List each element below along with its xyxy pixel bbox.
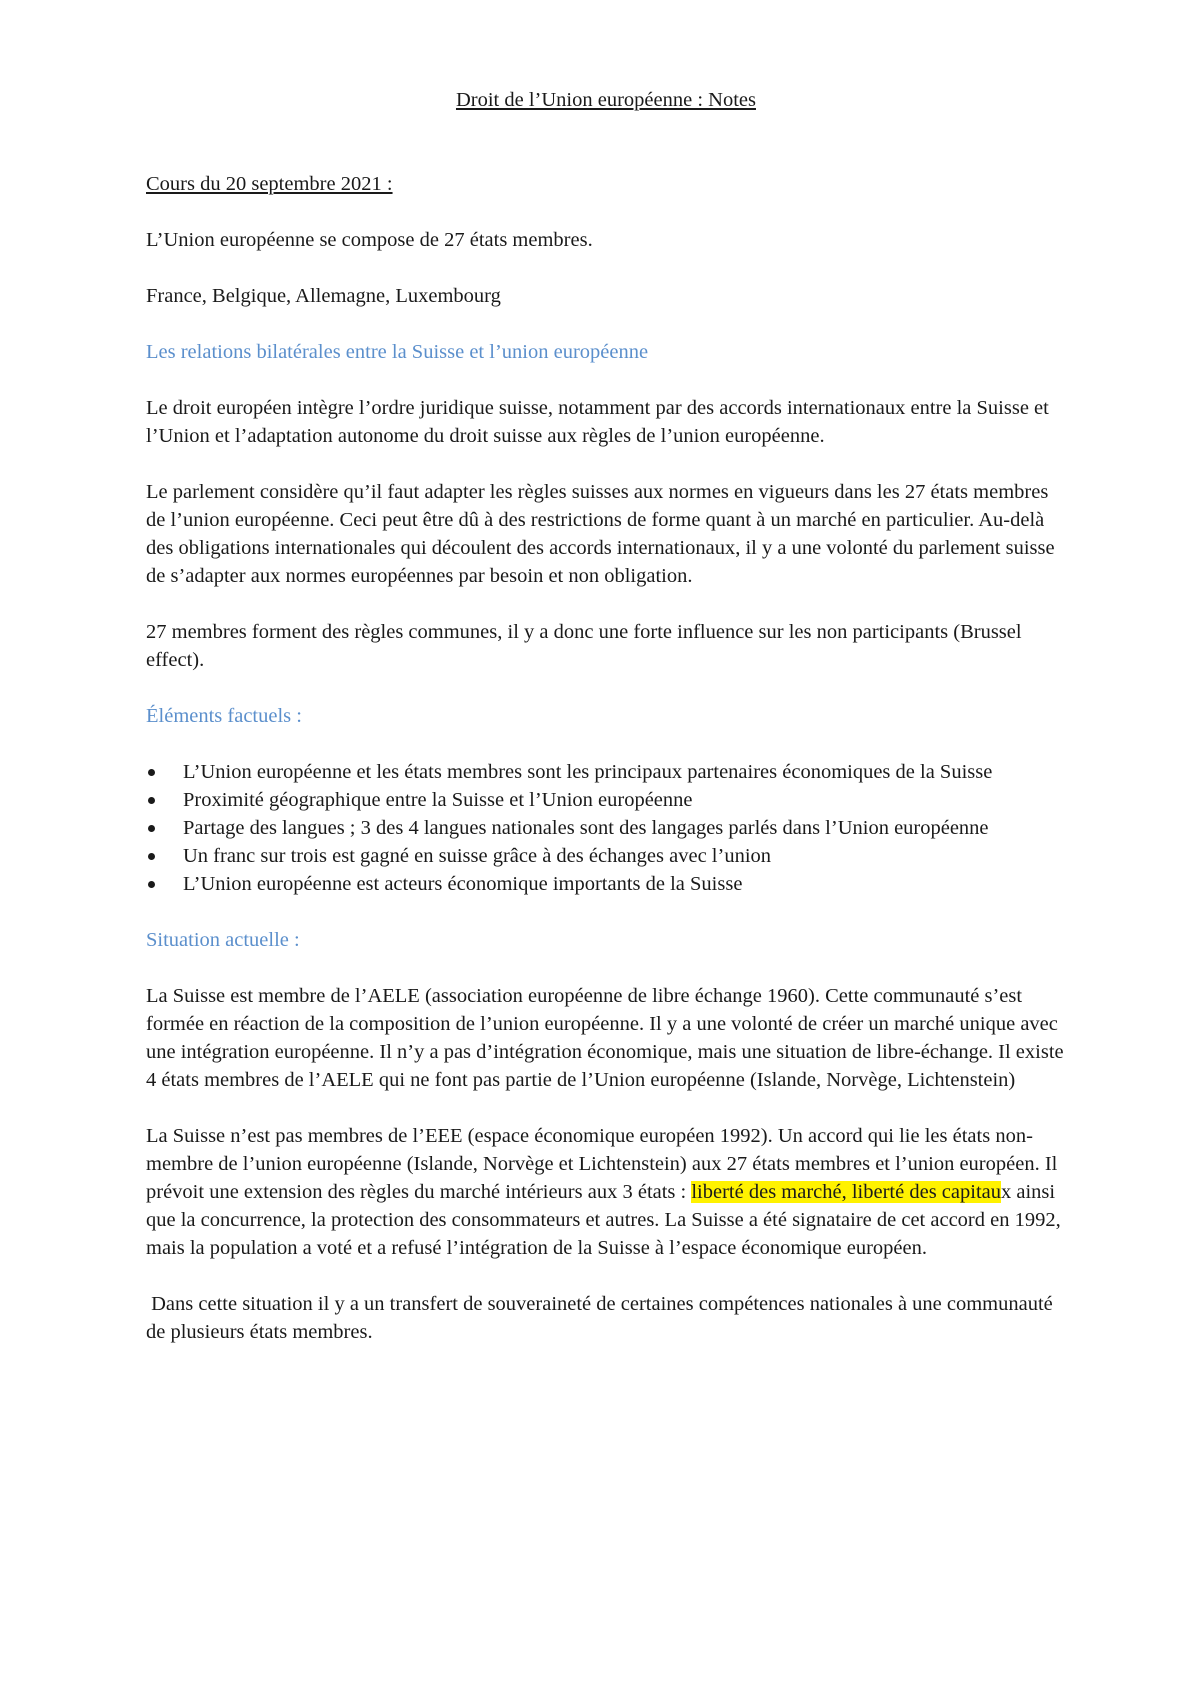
paragraph-aele: La Suisse est membre de l’AELE (association européenne de libre échange 1960). Cette communauté s’est formée en réaction de la composition de l’union européenne. Il y a une volonté de créer un marché unique avec une intégration européenne. Il n’y a pas d’intégration économique, mais une situation de libre-échange. Il existe 4 états membres de l’AELE qui ne font pas partie de l’Union européenne (Islande, Norvège, Lichtenstein) bbox=[146, 985, 1064, 1091]
paragraph-eee-end: x ainsi que la concurrence, la protection des consommateurs et autres. La Suisse a été signataire de cet accord en 1992, mais la population a voté et a refusé l’intégration de la Suisse à l’espace économique européen. bbox=[146, 1181, 1061, 1259]
list-item bbox=[146, 814, 1066, 842]
list-item-text: Partage des langues ; 3 des 4 langues nationales sont des langages parlés dans l’Union européenne bbox=[183, 817, 989, 839]
bullet-list bbox=[146, 758, 1066, 898]
paragraph-sovereignty: Dans cette situation il y a un transfert de souveraineté de certaines compétences nationales à une communauté de plusieurs états membres. bbox=[146, 1293, 1058, 1343]
bullet-icon bbox=[148, 853, 155, 860]
list-item-text: Un franc sur trois est gagné en suisse grâce à des échanges avec l’union bbox=[183, 845, 772, 867]
document-title: Droit de l’Union européenne : Notes bbox=[455, 89, 756, 111]
paragraph-eee-start: La Suisse n’est pas membres de l’EEE (espace économique européen 1992). Un accord qui lie les états non-membre de l’union européenne (Islande, Norvège et Lichtenstein) aux 27 états membres et l’union européen. Il prévoit une extension des règles du marché intérieurs aux 3 états : bbox=[146, 1125, 1058, 1203]
document-page bbox=[146, 86, 1066, 1374]
paragraph-countries: France, Belgique, Allemagne, Luxembourg bbox=[146, 285, 501, 307]
bullet-icon bbox=[148, 769, 155, 776]
bullet-icon bbox=[148, 825, 155, 832]
list-item bbox=[146, 786, 1066, 814]
course-date bbox=[146, 170, 1066, 198]
list-item-text: L’Union européenne est acteurs économique importants de la Suisse bbox=[183, 873, 743, 895]
list-item-text: Proximité géographique entre la Suisse et l’Union européenne bbox=[183, 789, 693, 811]
heading-elements: Éléments factuels : bbox=[146, 705, 302, 727]
highlighted-text: liberté des marché, liberté des capitau bbox=[691, 1181, 1001, 1203]
list-item bbox=[146, 842, 1066, 870]
list-item bbox=[146, 870, 1066, 898]
paragraph-parliament: Le parlement considère qu’il faut adapter les règles suisses aux normes en vigueurs dans les 27 états membres de l’union européenne. Ceci peut être dû à des restrictions de forme quant à un marché en particulier. Au-delà des obligations internationales qui découlent des accords internationaux, il y a une volonté du parlement suisse de s’adapter aux normes européennes par besoin et non obligation. bbox=[146, 481, 1055, 587]
bullet-icon bbox=[148, 881, 155, 888]
heading-relations: Les relations bilatérales entre la Suisse et l’union européenne bbox=[146, 341, 649, 363]
course-date-text: Cours du 20 septembre 2021 : bbox=[146, 173, 393, 195]
bullet-icon bbox=[148, 797, 155, 804]
paragraph-legal-order: Le droit européen intègre l’ordre juridique suisse, notamment par des accords internationaux entre la Suisse et l’Union et l’adaptation autonome du droit suisse aux règles de l’union européenne. bbox=[146, 397, 1049, 447]
paragraph-members-count: L’Union européenne se compose de 27 états membres. bbox=[146, 229, 593, 251]
list-item-text: L’Union européenne et les états membres sont les principaux partenaires économiques de la Suisse bbox=[183, 761, 993, 783]
list-item bbox=[146, 758, 1066, 786]
paragraph-eee bbox=[146, 1122, 1066, 1262]
heading-situation: Situation actuelle : bbox=[146, 929, 300, 951]
paragraph-brussels-effect: 27 membres forment des règles communes, il y a donc une forte influence sur les non participants (Brussel effect). bbox=[146, 621, 1022, 671]
